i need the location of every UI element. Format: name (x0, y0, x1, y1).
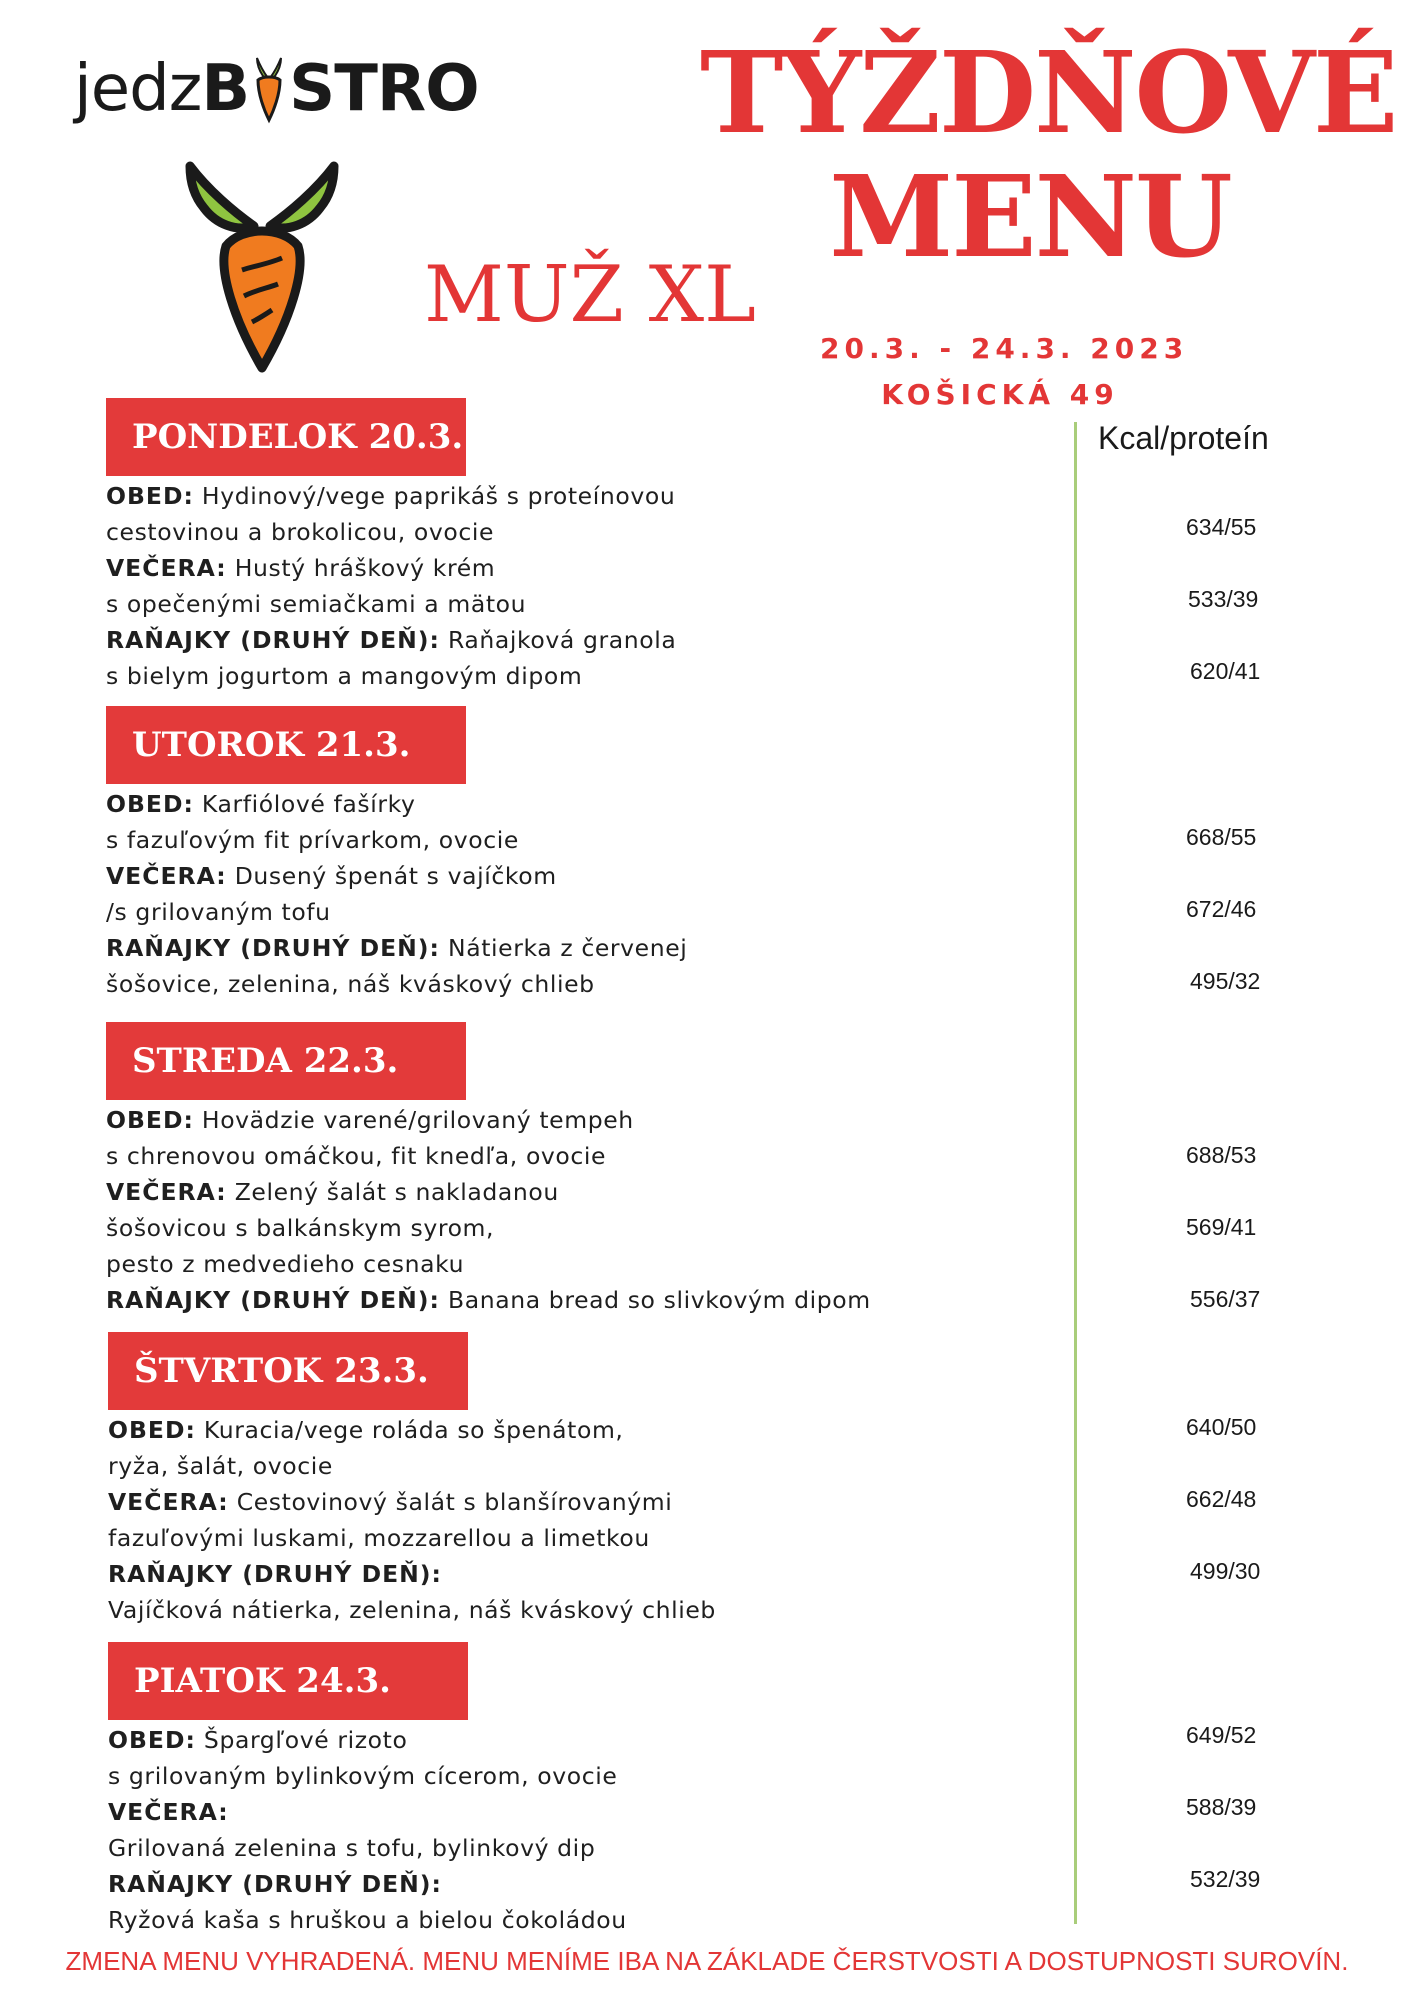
page-title-line2: MENU (829, 152, 1231, 283)
meal-description: s opečenými semiačkami a mätou (106, 590, 527, 618)
day-header (108, 1642, 468, 1720)
kcal-protein-value: 668/55 (1186, 824, 1257, 850)
kcal-column-header: Kcal/proteín (1098, 420, 1269, 456)
menu-line (108, 1830, 1068, 1866)
day-header (106, 1022, 466, 1100)
menu-line (108, 1592, 1068, 1628)
menu-line (106, 786, 1066, 822)
day-section-thursday (108, 1332, 1068, 1628)
meal-description: šošovice, zelenina, náš kváskový chlieb (106, 970, 595, 998)
kcal-protein-value: 495/32 (1190, 968, 1261, 994)
meal-type-label: VEČERA: (108, 1798, 229, 1826)
menu-line (108, 1412, 1068, 1448)
carrot-icon (249, 54, 289, 124)
kcal-protein-value: 620/41 (1190, 658, 1261, 684)
kcal-protein-value: 588/39 (1186, 1794, 1257, 1820)
day-header (106, 398, 466, 476)
meal-type-label: RAŇAJKY (DRUHÝ DEŇ): (106, 1286, 440, 1314)
meal-type-label: VEČERA: (106, 554, 227, 582)
menu-line (108, 1520, 1068, 1556)
day-section-friday (108, 1642, 1068, 1938)
footer-disclaimer: ZMENA MENU VYHRADENÁ. MENU MENÍME IBA NA ZÁKLADE ČERSTVOSTI A DOSTUPNOSTI SUROVÍN. (65, 1946, 1349, 1976)
meal-type-label: RAŇAJKY (DRUHÝ DEŇ): (106, 934, 440, 962)
kcal-protein-value: 649/52 (1186, 1722, 1257, 1748)
meal-type-label: OBED: (108, 1416, 196, 1444)
meal-description: Ryžová kaša s hruškou a bielou čokoládou (108, 1906, 627, 1934)
kcal-protein-value: 533/39 (1188, 586, 1259, 612)
menu-line (106, 586, 1066, 622)
meal-type-label: OBED: (106, 790, 194, 818)
day-header (106, 706, 466, 784)
menu-line (106, 1282, 1066, 1318)
menu-line (106, 966, 1066, 1002)
menu-line (106, 514, 1066, 550)
meal-description: s bielym jogurtom a mangovým dipom (106, 662, 583, 690)
meal-description: Raňajková granola (439, 626, 677, 654)
menu-line (108, 1866, 1068, 1902)
kcal-protein-value: 688/53 (1186, 1142, 1257, 1168)
menu-line (108, 1556, 1068, 1592)
kcal-protein-value: 640/50 (1186, 1414, 1257, 1440)
kcal-protein-value: 532/39 (1190, 1866, 1261, 1892)
meal-description: Dusený špenát s vajíčkom (226, 862, 557, 890)
meal-type-label: OBED: (106, 482, 194, 510)
meal-description: Hovädzie varené/grilovaný tempeh (193, 1106, 634, 1134)
meal-description: Cestovinový šalát s blanšírovanými (228, 1488, 673, 1516)
logo-text-rest: STRO (289, 52, 479, 126)
meal-description: Karfiólové fašírky (193, 790, 416, 818)
meal-type-label: VEČERA: (106, 1178, 227, 1206)
menu-line (108, 1722, 1068, 1758)
meal-type-label: VEČERA: (108, 1488, 229, 1516)
page-title-line1: TÝŽDŇOVÉ (700, 28, 1397, 159)
meal-description: Špargľové rizoto (195, 1726, 408, 1754)
meal-type-label: RAŇAJKY (DRUHÝ DEŇ): (108, 1560, 442, 1588)
logo-text-light: jedz (74, 52, 202, 126)
menu-line (106, 478, 1066, 514)
kcal-protein-value: 556/37 (1190, 1286, 1261, 1312)
day-section-tuesday (106, 706, 1066, 1002)
kcal-protein-value: 499/30 (1190, 1558, 1261, 1584)
day-label: PONDELOK 20.3. (132, 417, 464, 457)
meal-description: s chrenovou omáčkou, fit knedľa, ovocie (106, 1142, 607, 1170)
meal-type-label: RAŇAJKY (DRUHÝ DEŇ): (106, 626, 440, 654)
date-range: 20.3. - 24.3. 2023 (820, 332, 1189, 365)
menu-variant: MUŽ XL (424, 250, 756, 340)
kcal-protein-value: 662/48 (1186, 1486, 1257, 1512)
menu-line (106, 1210, 1066, 1246)
day-label: PIATOK 24.3. (134, 1661, 391, 1701)
day-label: UTOROK 21.3. (132, 725, 411, 765)
logo-text-b: B (201, 52, 250, 126)
meal-description: fazuľovými luskami, mozzarellou a limetkou (108, 1524, 650, 1552)
menu-line (108, 1794, 1068, 1830)
day-section-monday (106, 398, 1066, 694)
menu-line (108, 1758, 1068, 1794)
menu-line (106, 622, 1066, 658)
menu-line (106, 1138, 1066, 1174)
column-divider (1074, 422, 1077, 1924)
menu-line (108, 1484, 1068, 1520)
meal-description: Hustý hráškový krém (226, 554, 496, 582)
carrot-illustration-icon (182, 160, 342, 380)
menu-line (106, 894, 1066, 930)
meal-description: Banana bread so slivkovým dipom (439, 1286, 871, 1314)
meal-type-label: VEČERA: (106, 862, 227, 890)
menu-line (106, 1246, 1066, 1282)
meal-description: Grilovaná zelenina s tofu, bylinkový dip (108, 1834, 596, 1862)
kcal-protein-value: 634/55 (1186, 514, 1257, 540)
menu-line (106, 1174, 1066, 1210)
menu-line (106, 658, 1066, 694)
meal-type-label: OBED: (108, 1726, 196, 1754)
meal-description: Hydinový/vege paprikáš s proteínovou (193, 482, 676, 510)
day-label: ŠTVRTOK 23.3. (134, 1351, 429, 1391)
menu-line (106, 930, 1066, 966)
menu-line (106, 858, 1066, 894)
meal-description: /s grilovaným tofu (106, 898, 331, 926)
kcal-protein-value: 569/41 (1186, 1214, 1257, 1240)
address: KOŠICKÁ 49 (881, 378, 1119, 411)
meal-description: cestovinou a brokolicou, ovocie (106, 518, 495, 546)
meal-type-label: OBED: (106, 1106, 194, 1134)
menu-line (106, 1102, 1066, 1138)
day-section-wednesday (106, 1022, 1066, 1318)
menu-line (108, 1902, 1068, 1938)
meal-description: šošovicou s balkánskym syrom, (106, 1214, 495, 1242)
meal-description: Zelený šalát s nakladanou (226, 1178, 559, 1206)
logo (74, 52, 479, 126)
day-header (108, 1332, 468, 1410)
meal-type-label: RAŇAJKY (DRUHÝ DEŇ): (108, 1870, 442, 1898)
meal-description: Nátierka z červenej (439, 934, 688, 962)
meal-description: Kuracia/vege roláda so špenátom, (195, 1416, 624, 1444)
day-label: STREDA 22.3. (132, 1041, 399, 1081)
kcal-protein-value: 672/46 (1186, 896, 1257, 922)
menu-line (108, 1448, 1068, 1484)
meal-description: Vajíčková nátierka, zelenina, náš kváskový chlieb (108, 1596, 716, 1624)
meal-description: s fazuľovým fit prívarkom, ovocie (106, 826, 519, 854)
menu-line (106, 822, 1066, 858)
meal-description: pesto z medvedieho cesnaku (106, 1250, 465, 1278)
meal-description: s grilovaným bylinkovým cícerom, ovocie (108, 1762, 618, 1790)
meal-description: ryža, šalát, ovocie (108, 1452, 333, 1480)
menu-line (106, 550, 1066, 586)
